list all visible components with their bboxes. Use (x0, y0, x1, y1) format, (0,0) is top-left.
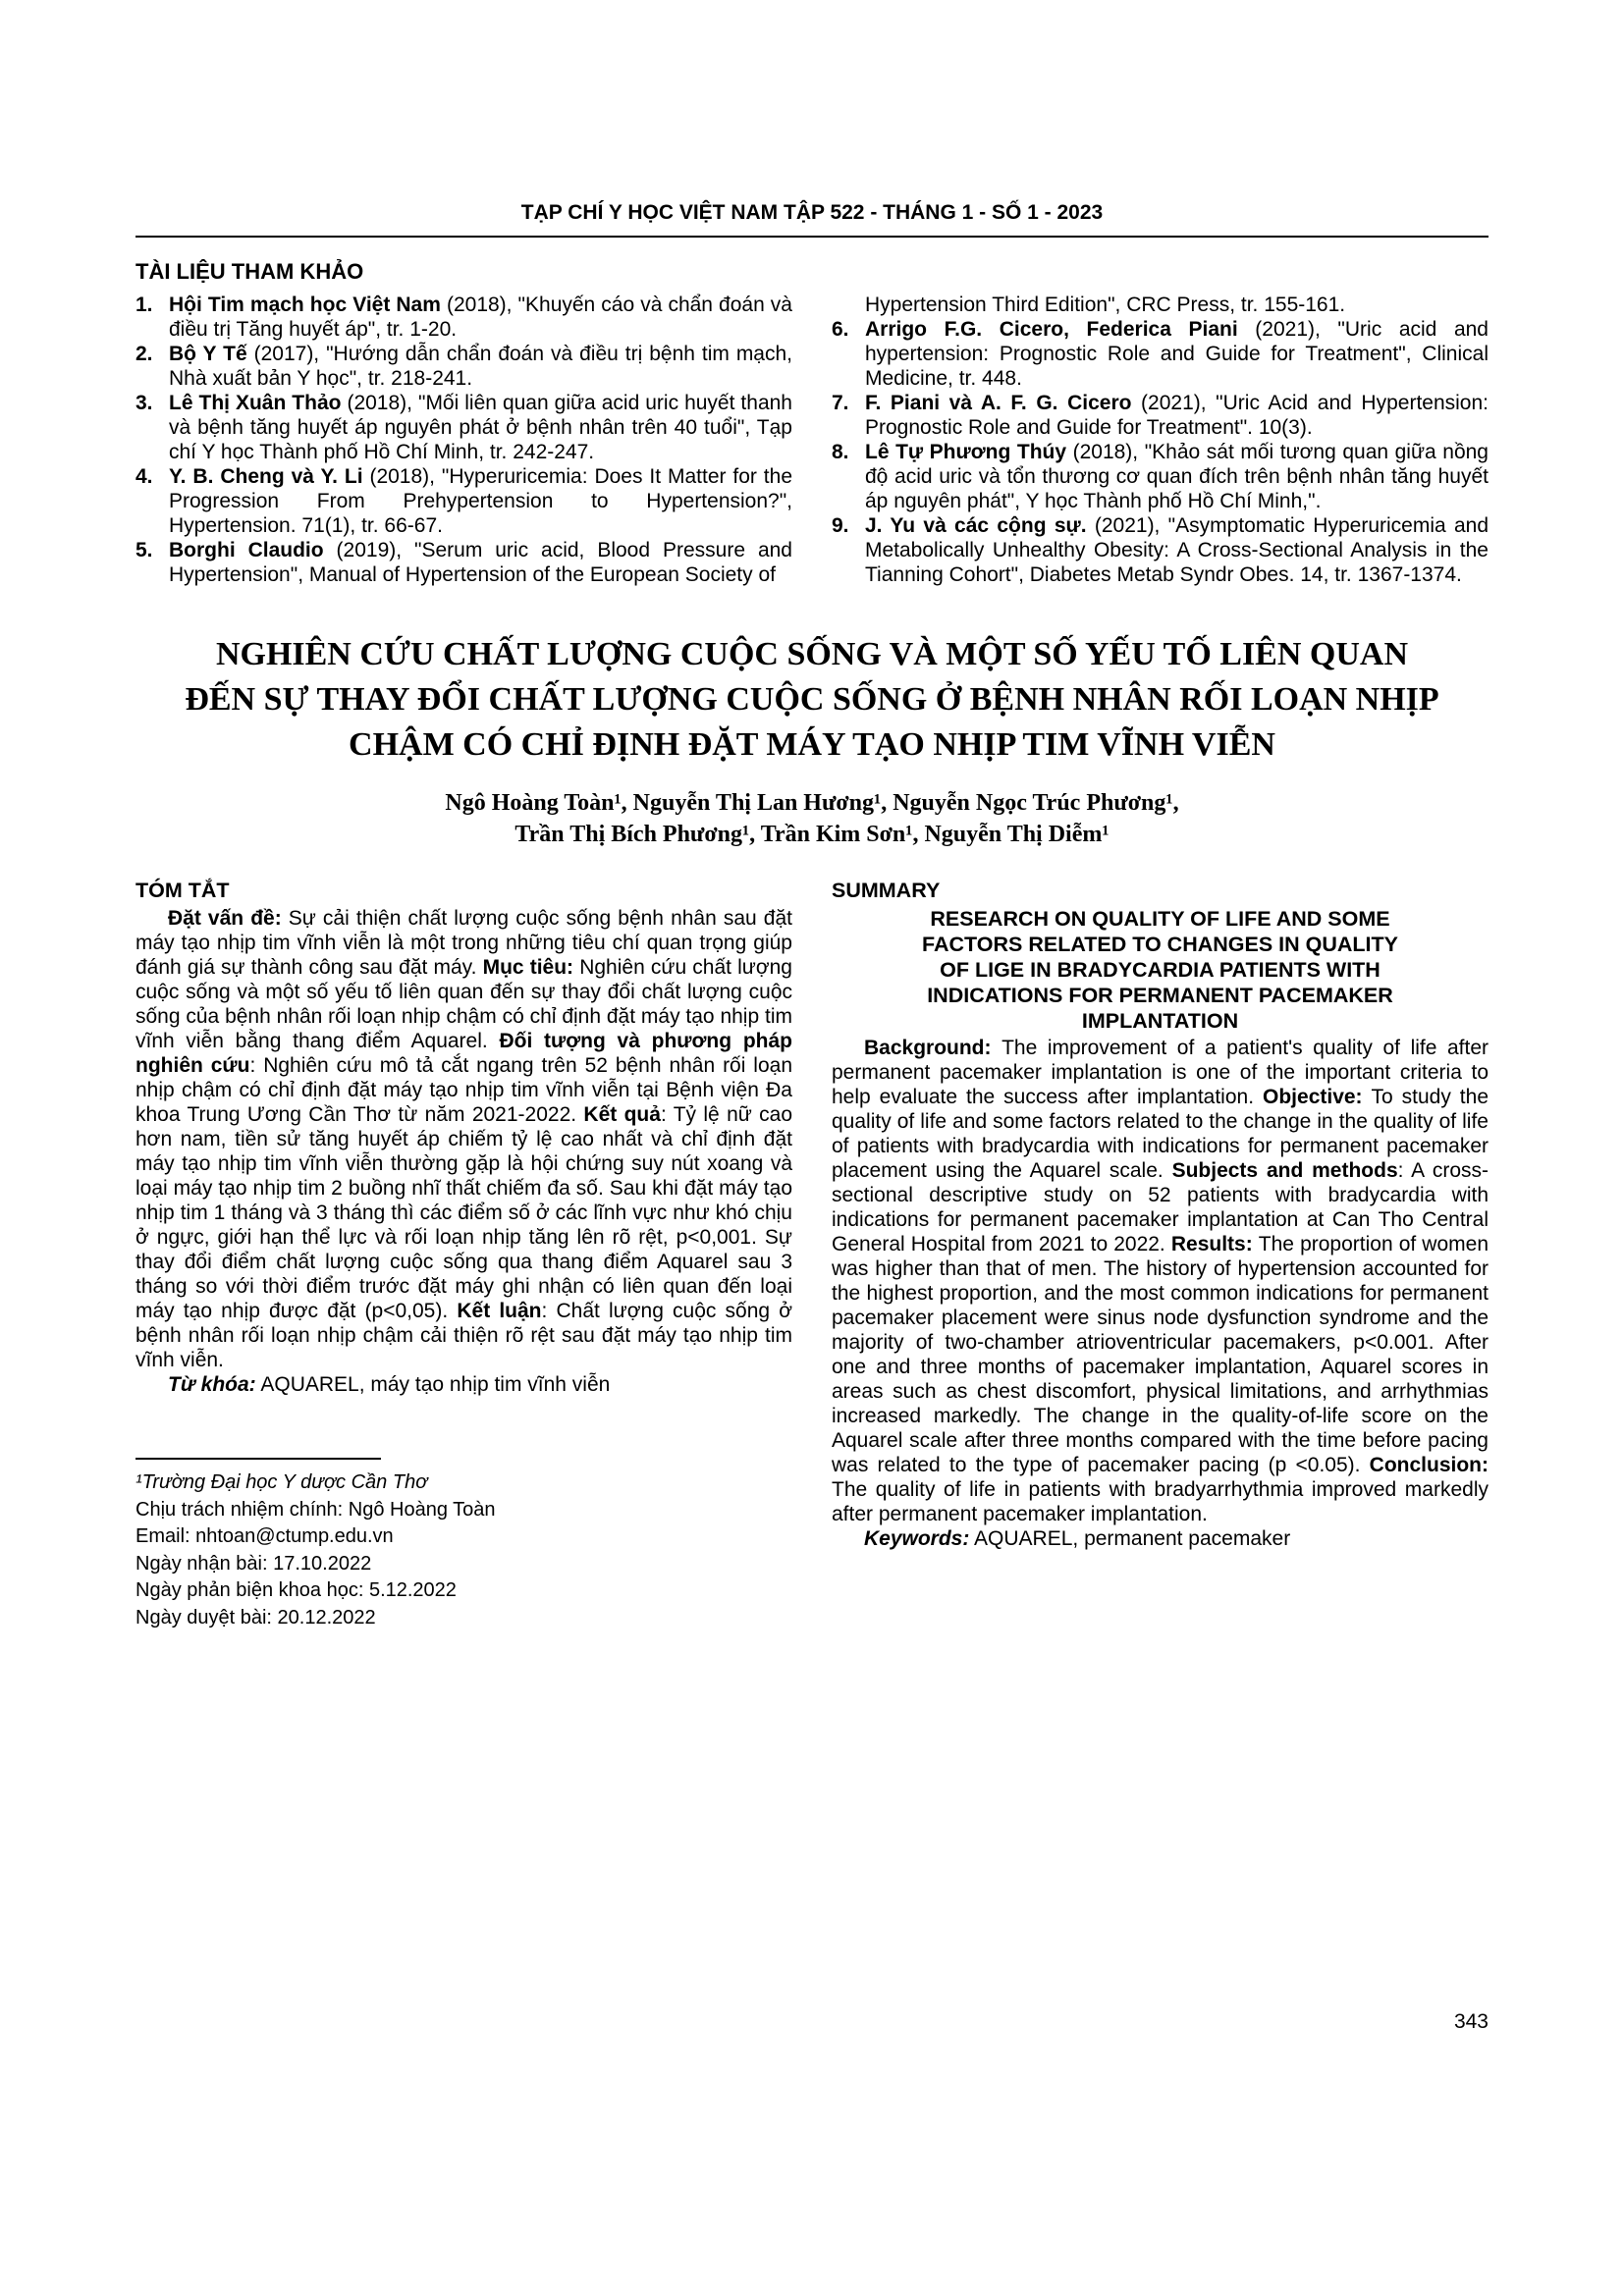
text-segment: Subjects and methods (1171, 1159, 1398, 1182)
summary-keywords-label: Keywords: (864, 1527, 970, 1550)
reference-number: 6. (832, 318, 849, 341)
text-segment: To study the quality of life and some factors related to the change in the quality of life of patients with bradycardia with indications for permanent pacemaker placement using the Aquarel scale. (832, 1086, 1489, 1182)
abstract-heading: TÓM TẮT (135, 879, 230, 902)
article-title: NGHIÊN CỨU CHẤT LƯỢNG CUỘC SỐNG VÀ MỘT SỐ YẾU TỐ LIÊN QUAN ĐẾN SỰ THAY ĐỔI CHẤT LƯỢNG CUỘC SỐNG Ở BỆNH NHÂN RỐI LOẠN NHỊP CHẬM CÓ CHỈ ĐỊNH ĐẶT MÁY TẠO NHỊP TIM VĨNH VIỄN (185, 636, 1439, 763)
reference-number: 4. (135, 465, 153, 488)
text-segment: Sự cải thiện chất lượng cuộc sống bệnh nhân sau đặt máy tạo nhịp tim vĩnh viễn là một trong những tiêu chí quan trọng giúp đánh giá sự thành công sau đặt máy. (135, 907, 792, 979)
text-segment: : Chất lượng cuộc sống ở bệnh nhân rối loạn nhịp chậm cải thiện rõ rệt sau đặt máy tạo nhịp tim vĩnh viễn. (135, 1300, 793, 1371)
reference-item (135, 342, 792, 391)
abstract-column (135, 878, 792, 1631)
footnote-line: Email: nhtoan@ctump.edu.vn (135, 1525, 394, 1547)
reference-item (832, 317, 1489, 391)
authors-line-1: Ngô Hoàng Toàn¹, Nguyễn Thị Lan Hương¹, Nguyễn Ngọc Trúc Phương¹, (445, 790, 1179, 816)
references-section (135, 293, 1489, 587)
reference-number: 9. (832, 514, 849, 537)
text-segment: Results: (1170, 1233, 1259, 1255)
text-segment: Mục tiêu: (482, 956, 580, 979)
text-segment: Đặt vấn đề: (168, 907, 289, 930)
reference-item (832, 440, 1489, 513)
reference-author: Hội Tim mạch học Việt Nam (169, 294, 441, 316)
reference-number: 7. (832, 392, 849, 414)
footnote-block (135, 1458, 792, 1631)
reference-number: 2. (135, 343, 153, 365)
references-heading: TÀI LIỆU THAM KHẢO (135, 259, 364, 284)
reference-text: (2021), "Uric Acid and Hypertension: Prognostic Role and Guide for Treatment". 10(3). (865, 392, 1489, 439)
reference-item (135, 538, 792, 587)
summary-paragraph (832, 1036, 1489, 1526)
text-segment: Kết luận (457, 1300, 542, 1322)
text-segment: The improvement of a patient's quality of life after permanent pacemaker implantation is one of the important criteria to help evaluate the success after implantation. (832, 1037, 1489, 1108)
text-segment: Nghiên cứu chất lượng cuộc sống và một số yếu tố liên quan đến sự thay đổi chất lượng cuộc sống của bệnh nhân rối loạn nhịp chậm có chỉ định đặt máy tạo nhịp tim vĩnh viễn bằng thang điểm Aquarel. (135, 956, 792, 1052)
references-right-list (832, 317, 1489, 587)
text-segment: The proportion of women was higher than that of men. The history of hypertension accounted for the highest proportion, and the most common indications for permanent pacemaker placement were sinus node dysfunction syndrome and the majority of two-chamber atrioventricular pacemakers, p<0.001. After one and three months of pacemaker implantation, Aquarel scores in areas such as chest discomfort, physical limitations, and arrhythmias increased markedly. The change in the quality-of-life score on the Aquarel scale after three months compared with the time before pacing was related to the type of pacemaker pacing (p <0.05). (832, 1233, 1489, 1476)
abstract-keywords-label: Từ khóa: (168, 1373, 256, 1396)
reference-number: 3. (135, 392, 153, 414)
reference-author: Borghi Claudio (169, 539, 324, 561)
reference-author: Y. B. Cheng và Y. Li (169, 465, 363, 488)
reference-text: (2018), "Khuyến cáo và chẩn đoán và điều trị Tăng huyết áp", tr. 1-20. (169, 294, 792, 341)
abstract-keywords-line (135, 1372, 792, 1397)
reference-author: Arrigo F.G. Cicero, Federica Piani (865, 318, 1238, 341)
reference-author: Bộ Y Tế (169, 343, 247, 365)
footnote-divider (135, 1458, 381, 1460)
footnote-line: Chịu trách nhiệm chính: Ngô Hoàng Toàn (135, 1498, 496, 1521)
summary-keywords-line (832, 1526, 1489, 1551)
references-column-left (135, 293, 792, 587)
reference-number: 1. (135, 294, 153, 316)
text-segment: : A cross-sectional descriptive study on 52 patients with bradycardia with indications for permanent pacemaker implantation at Can Tho Central General Hospital from 2021 to 2022. (832, 1159, 1489, 1255)
header-divider (135, 236, 1489, 238)
reference-author: Lê Thị Xuân Thảo (169, 392, 342, 414)
reference-text: (2018), "Mối liên quan giữa acid uric huyết thanh và bệnh tăng huyết áp nguyên phát ở bệnh nhân trên 40 tuổi", Tạp chí Y học Thành phố Hồ Chí Minh, tr. 242-247. (169, 392, 792, 463)
reference-number: 8. (832, 441, 849, 463)
article-body (135, 878, 1489, 1631)
reference-continuation: Hypertension Third Edition", CRC Press, tr. 155-161. (865, 294, 1346, 316)
journal-header-line: TẠP CHÍ Y HỌC VIỆT NAM TẬP 522 - THÁNG 1 - SỐ 1 - 2023 (520, 201, 1104, 224)
text-segment: : Tỷ lệ nữ cao hơn nam, tiền sử tăng huyết áp chiếm tỷ lệ cao nhất và chỉ định đặt máy tạo nhịp tim vĩnh viễn thường gặp là hội chứng suy nút xoang và loại máy tạo nhịp tim 2 buồng nhĩ thất chiếm đa số. Sau khi đặt máy tạo nhịp tim 1 tháng và 3 tháng thì các điểm số ở các lĩnh vực như khó chịu ở ngực, giới hạn thể lực và rối loạn nhịp tăng lên rõ rệt, p<0,001. Sự thay đổi điểm chất lượng cuộc sống qua thang điểm Aquarel sau 3 tháng so với thời điểm trước đặt máy ghi nhận có liên quan đến loại máy tạo nhịp được đặt (p<0,05). (135, 1103, 793, 1322)
text-segment: Conclusion: (1369, 1454, 1489, 1476)
footnote-line: Ngày phản biện khoa học: 5.12.2022 (135, 1579, 457, 1601)
summary-subtitle: RESEARCH ON QUALITY OF LIFE AND SOME FACTORS RELATED TO CHANGES IN QUALITY OF LIGE IN BRADYCARDIA PATIENTS WITH INDICATIONS FOR PERMANENT PACEMAKER IMPLANTATION (922, 907, 1398, 1033)
authors-line-2: Trần Thị Bích Phương¹, Trần Kim Sơn¹, Nguyễn Thị Diễm¹ (514, 822, 1110, 847)
footnote-line: Ngày duyệt bài: 20.12.2022 (135, 1606, 376, 1629)
reference-item (135, 464, 792, 538)
reference-item (832, 513, 1489, 587)
reference-text: (2018), "Khảo sát mối tương quan giữa nồng độ acid uric và tổn thương cơ quan đích trên bệnh nhân tăng huyết áp nguyên phát", Y học Thành phố Hồ Chí Minh,". (865, 441, 1489, 512)
reference-text: (2021), "Asymptomatic Hyperuricemia and Metabolically Unhealthy Obesity: A Cross-Sectional Analysis in the Tianning Cohort", Diabetes Metab Syndr Obes. 14, tr. 1367-1374. (865, 514, 1489, 586)
text-segment: : Nghiên cứu mô tả cắt ngang trên 52 bệnh nhân rối loạn nhịp chậm có chỉ định đặt máy tạo nhịp tim vĩnh viễn tại Bệnh viện Đa khoa Trung Ương Cần Thơ từ năm 2021-2022. (135, 1054, 793, 1126)
reference-author: Lê Tự Phương Thúy (865, 441, 1067, 463)
abstract-paragraph (135, 906, 792, 1372)
reference-item (135, 293, 792, 342)
text-segment: Kết quả (583, 1103, 661, 1126)
reference-text: (2018), "Hyperuricemia: Does It Matter for the Progression From Prehypertension to Hypertension?", Hypertension. 71(1), tr. 66-67. (169, 465, 793, 537)
reference-number: 5. (135, 539, 153, 561)
reference-item (135, 391, 792, 464)
reference-text: (2019), "Serum uric acid, Blood Pressure and Hypertension", Manual of Hypertension of the European Society of (169, 539, 792, 586)
footnote-line: Ngày nhận bài: 17.10.2022 (135, 1552, 372, 1575)
summary-keywords-text: AQUAREL, permanent pacemaker (969, 1527, 1291, 1550)
text-segment: The quality of life in patients with bradyarrhythmia improved markedly after permanent pacemaker implantation. (832, 1478, 1489, 1525)
footnote-lines (135, 1497, 792, 1632)
abstract-keywords-text: AQUAREL, máy tạo nhịp tim vĩnh viễn (255, 1373, 611, 1396)
reference-text: (2017), "Hướng dẫn chẩn đoán và điều trị bệnh tim mạch, Nhà xuất bản Y học", tr. 218-241. (169, 343, 793, 390)
reference-author: J. Yu và các cộng sự. (865, 514, 1087, 537)
page-number: 343 (1453, 2010, 1489, 2033)
reference-item (832, 391, 1489, 440)
reference-author: F. Piani và A. F. G. Cicero (865, 392, 1132, 414)
reference-text: (2021), "Uric acid and hypertension: Prognostic Role and Guide for Treatment", Clinical Medicine, tr. 448. (865, 318, 1489, 390)
summary-column (832, 878, 1489, 1631)
text-segment: Đối tượng và phương pháp nghiên cứu (135, 1030, 792, 1077)
text-segment: Background: (864, 1037, 1002, 1059)
summary-heading: SUMMARY (832, 879, 941, 902)
references-column-right (832, 293, 1489, 587)
authors-block (135, 787, 1489, 850)
footnote-affiliation: ¹Trường Đại học Y dược Cần Thơ (135, 1471, 428, 1493)
text-segment: Objective: (1263, 1086, 1372, 1108)
